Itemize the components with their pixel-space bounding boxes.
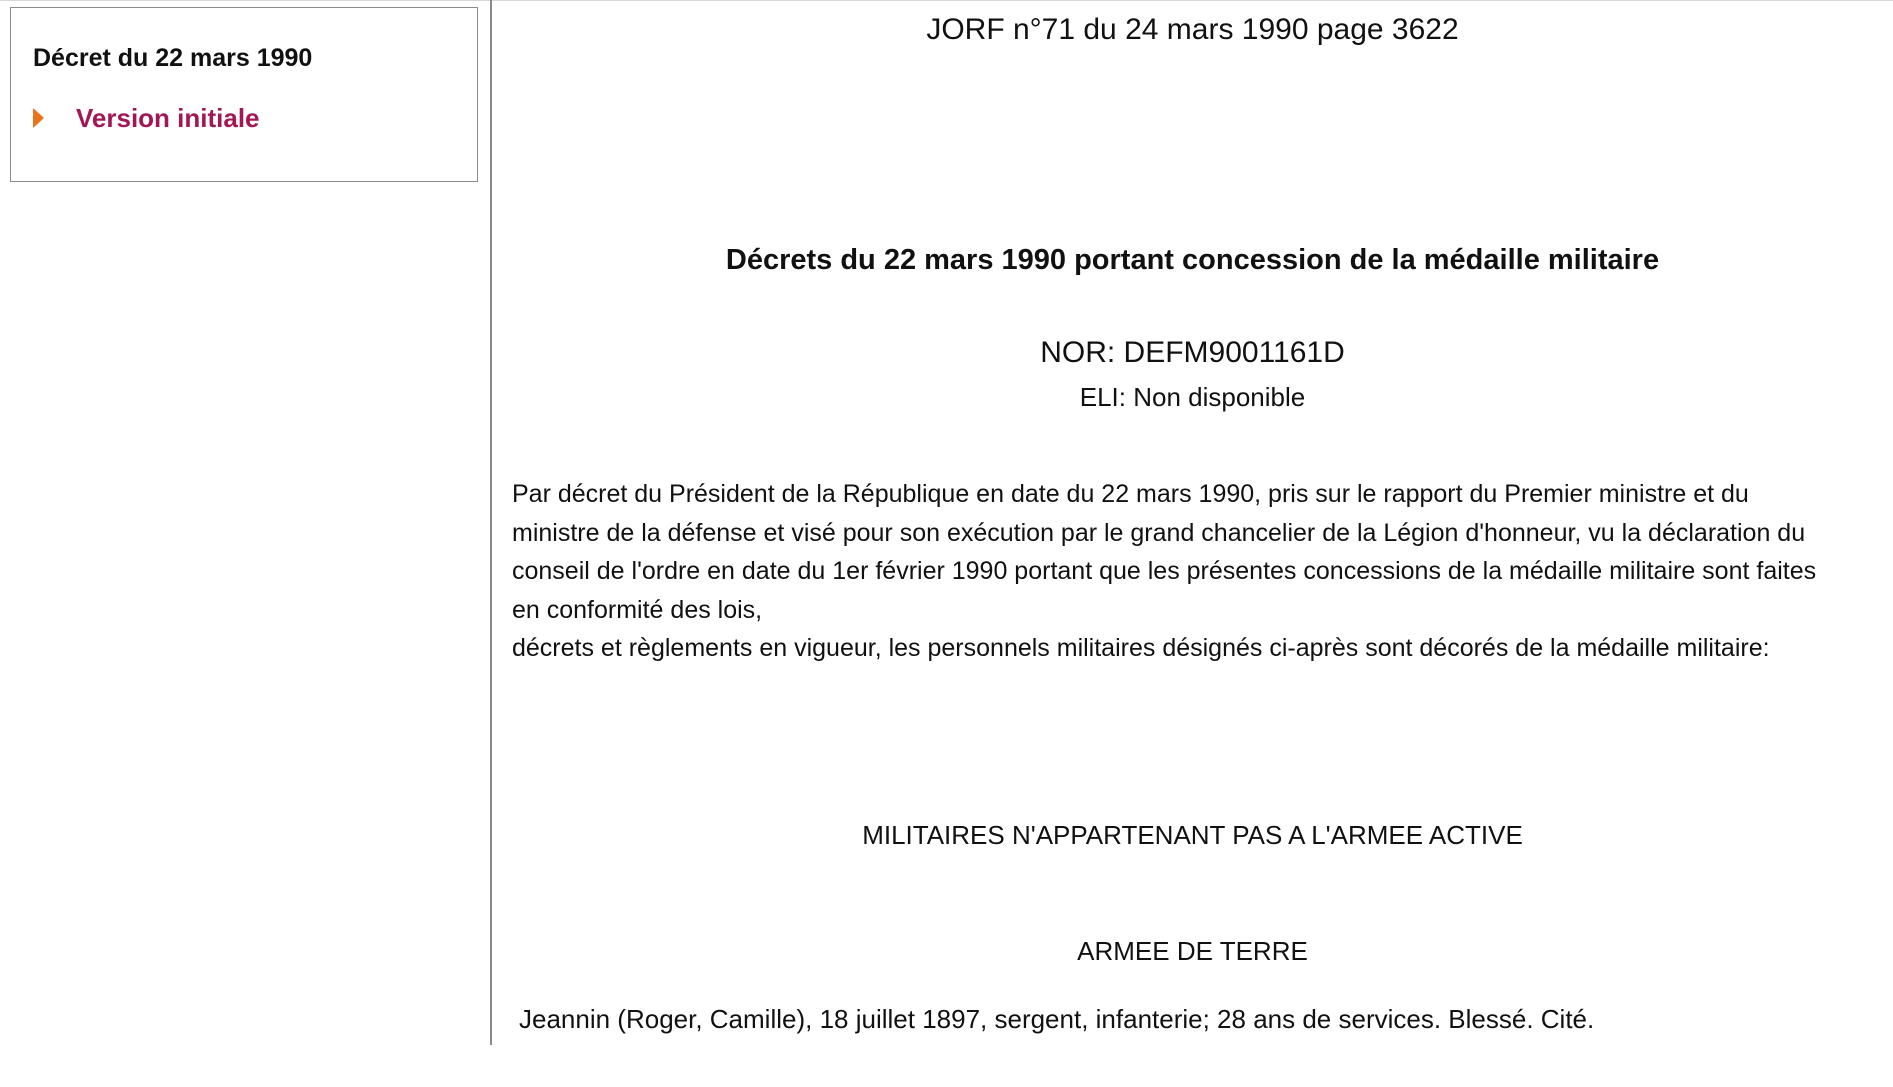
eli-reference: ELI: Non disponible — [1079, 382, 1306, 412]
paragraph-line: ministre de la défense et visé pour son exécution par le grand chancelier de la Légion d'honneur, vu la déclaration du — [512, 518, 1806, 547]
nor-reference: NOR: DEFM9001161D — [1040, 336, 1345, 369]
section-heading: MILITAIRES N'APPARTENANT PAS A L'ARMEE ACTIVE — [862, 820, 1523, 850]
document-content — [492, 0, 1893, 1087]
document-title: Décrets du 22 mars 1990 portant concession de la médaille militaire — [725, 244, 1660, 276]
sidebar-title: Décret du 22 mars 1990 — [33, 44, 313, 72]
paragraph-line: décrets et règlements en vigueur, les personnels militaires désignés ci-après sont décorés de la médaille militaire: — [512, 634, 1770, 662]
subsection-heading: ARMEE DE TERRE — [1077, 936, 1308, 966]
version-initiale-link[interactable]: Version initiale — [76, 102, 260, 133]
triangle-right-icon — [33, 108, 44, 128]
paragraph-line: en conformité des lois, — [512, 595, 763, 624]
paragraph-line: conseil de l'ordre en date du 1er février 1990 portant que les présentes concessions de la médaille militaire sont faites — [512, 557, 1817, 585]
decoration-entry: Jeannin (Roger, Camille), 18 juillet 1897, sergent, infanterie; 28 ans de services. Blessé. Cité. — [519, 1004, 1595, 1034]
sidebar-link-version-initiale[interactable] — [33, 102, 260, 134]
paragraph-line: Par décret du Président de la République en date du 22 mars 1990, pris sur le rapport du Premier ministre et du — [512, 480, 1749, 508]
sidebar-panel — [10, 7, 478, 182]
jorf-reference: JORF n°71 du 24 mars 1990 page 3622 — [926, 13, 1459, 46]
decree-paragraph — [512, 475, 1887, 668]
